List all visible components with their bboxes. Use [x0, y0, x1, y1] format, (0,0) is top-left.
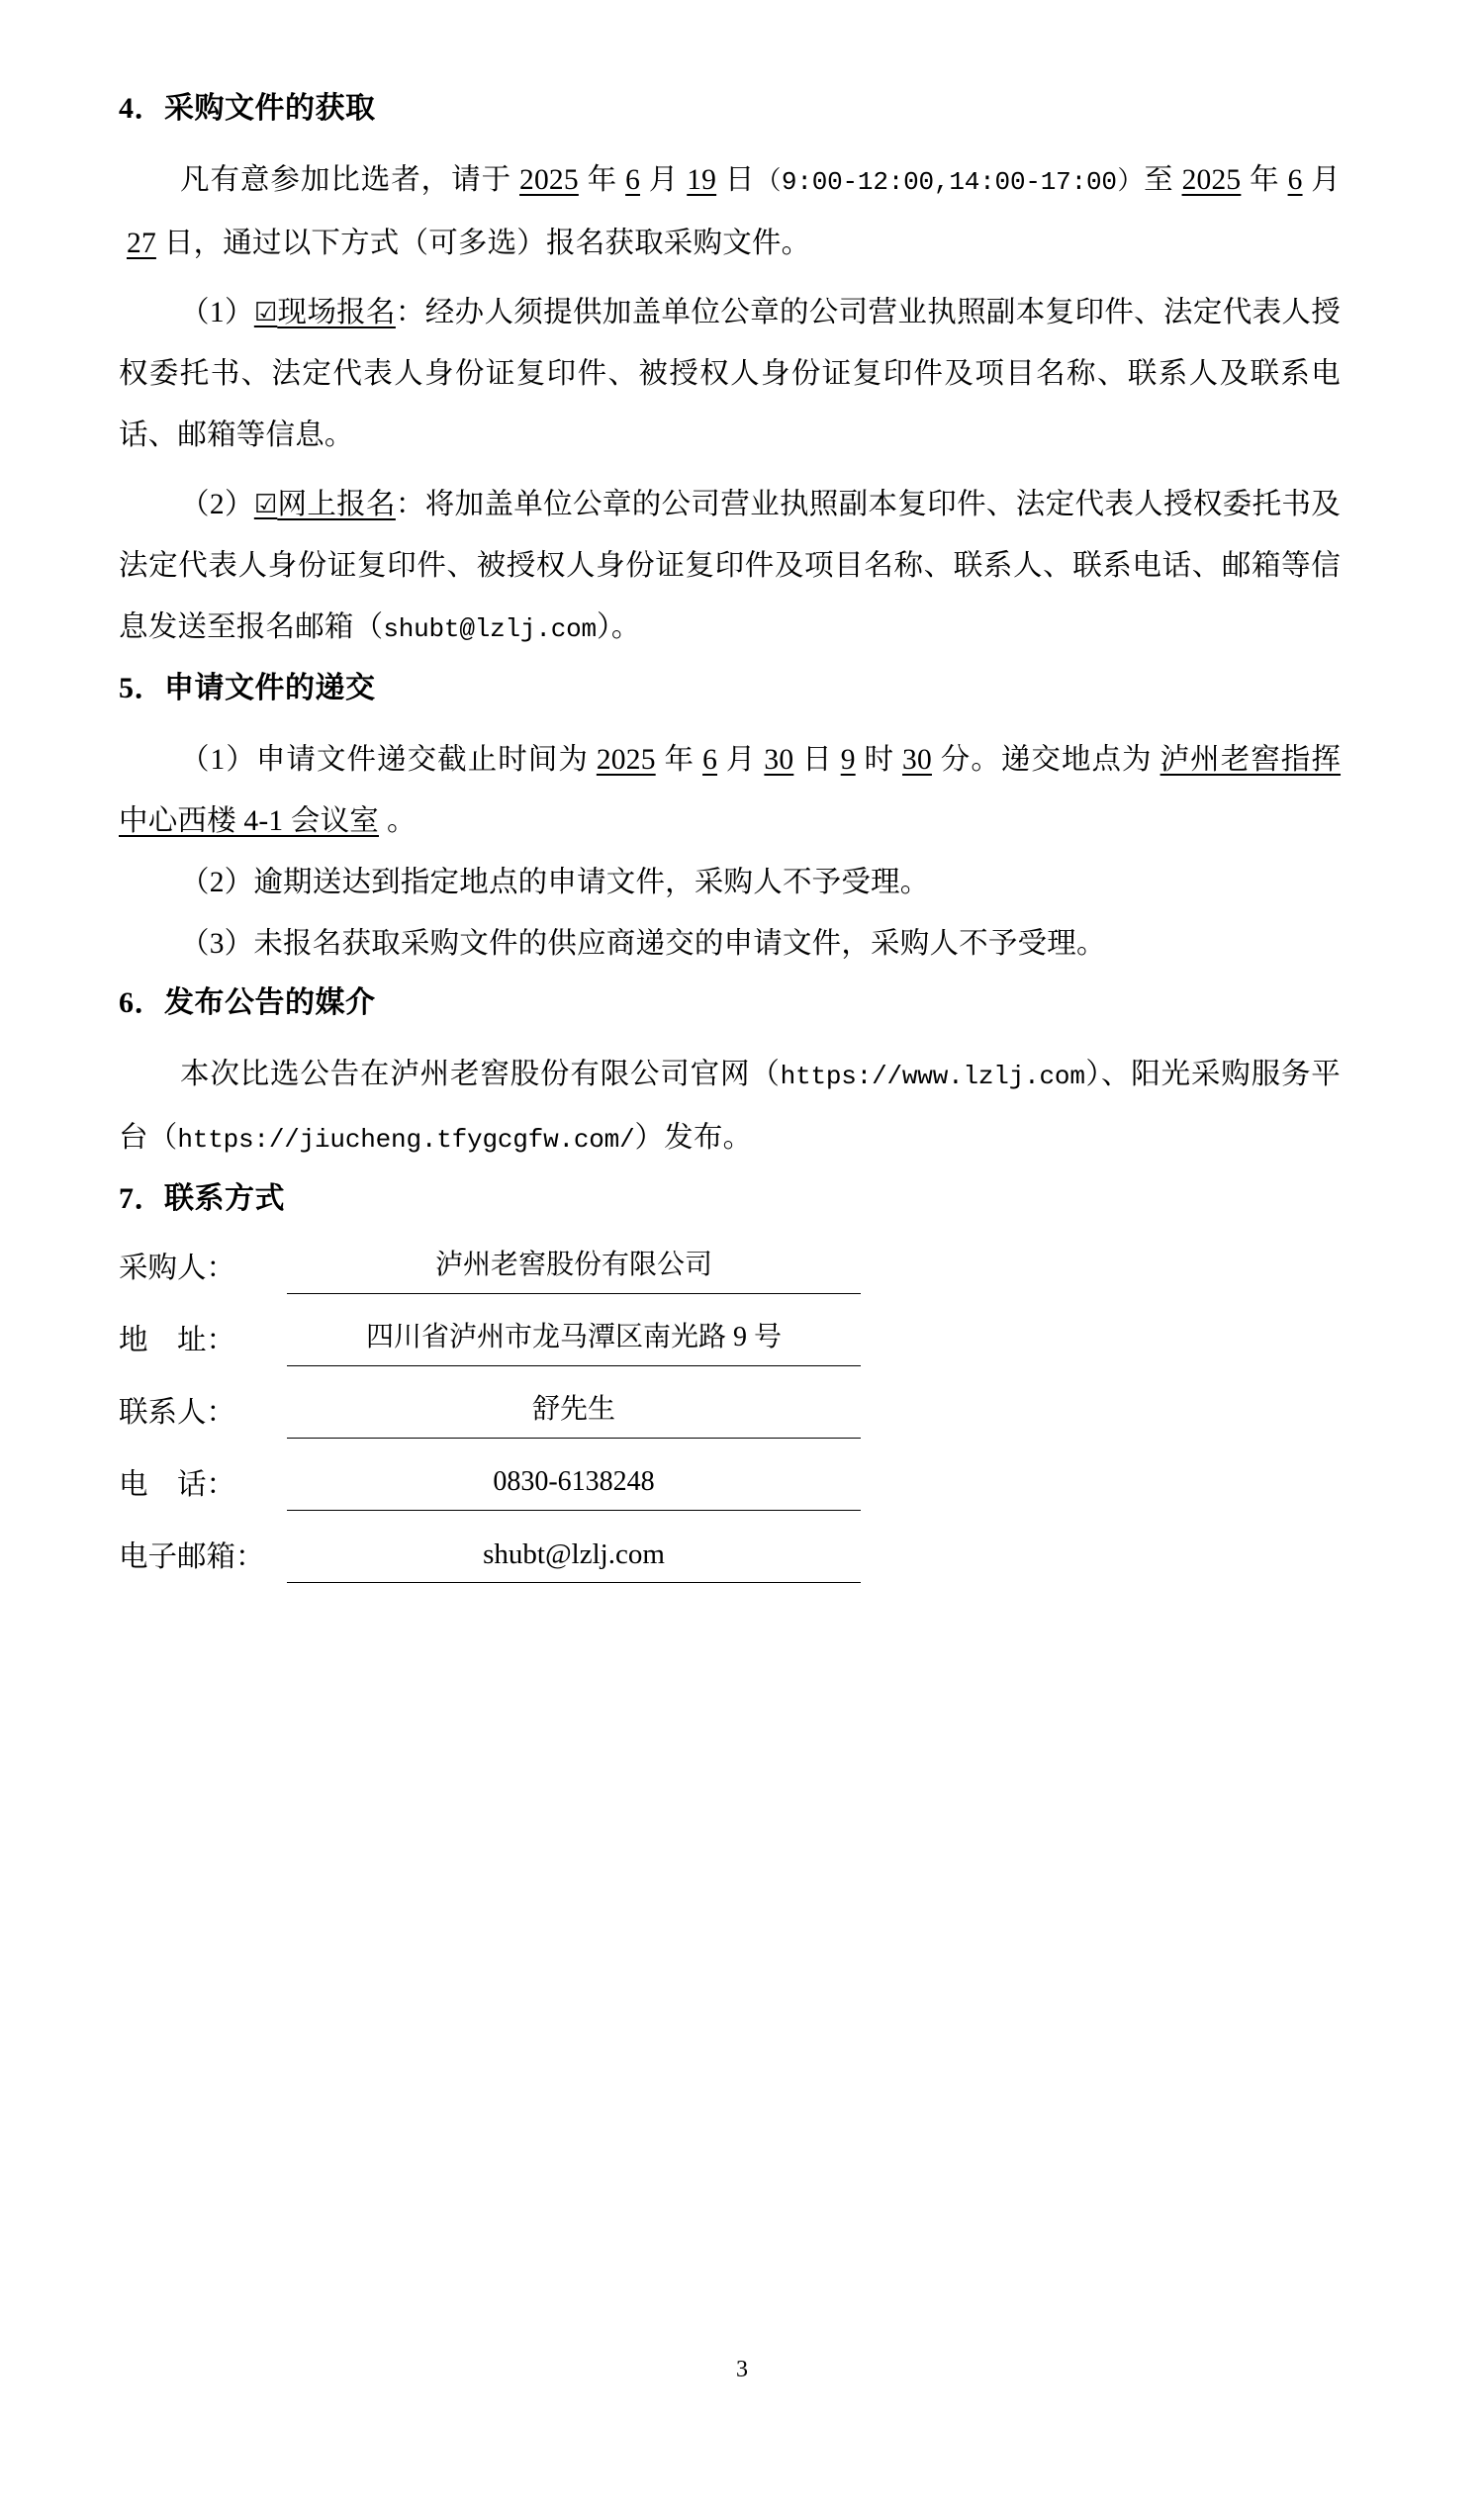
s5-deadline-day: 30 [764, 744, 794, 776]
s5-deadline-hour: 9 [840, 744, 856, 776]
s5-item1-text-a: 申请文件递交截止时间为 [255, 744, 589, 776]
contact-row-address [119, 1312, 1341, 1366]
section-number-7: 7． [119, 1182, 164, 1215]
s5-deadline-minute: 30 [902, 744, 932, 776]
s4-registration-email: shubt@lzlj.com [383, 614, 597, 644]
s5-item1-text-c: 。 [386, 805, 417, 837]
contact-row-phone [119, 1456, 1341, 1511]
contact-label-phone: 电 话： [119, 1469, 236, 1501]
checkbox-checked-icon-onsite[interactable]: ☑ [253, 298, 278, 327]
section5-item-1 [119, 729, 1341, 852]
s4-to-label: 至 [1144, 164, 1174, 196]
s4-item2-body-b: ）。 [596, 611, 641, 643]
s4-item1-number: （1） [180, 297, 254, 328]
section-title-6: 发布公告的媒介 [164, 986, 376, 1019]
contact-value-purchaser: 泸州老窖股份有限公司 [287, 1240, 861, 1294]
section-number-6: 6． [119, 986, 164, 1019]
s4-item1-title: 现场报名 [277, 297, 396, 328]
section5-item-3: （3）未报名获取采购文件的供应商递交的申请文件，采购人不予受理。 [180, 928, 1106, 960]
s4-year-label-2: 年 [1249, 164, 1280, 196]
contact-label-address: 地 址： [119, 1325, 236, 1356]
s6-text-c: ）发布。 [634, 1122, 753, 1154]
s4-year-label-1: 年 [586, 164, 618, 196]
section-heading-7 [119, 1184, 1341, 1214]
s5-deadline-month: 6 [702, 744, 718, 776]
s4-end-month: 6 [1287, 164, 1303, 196]
section-number-4: 4． [119, 92, 164, 125]
s4-start-year: 2025 [519, 164, 579, 196]
s5-year-label: 年 [663, 744, 696, 776]
s6-text-a: 本次比选公告在泸州老窖股份有限公司官网（ [180, 1059, 781, 1090]
section-heading-6 [119, 988, 1341, 1018]
contact-value-person: 舒先生 [287, 1384, 861, 1439]
section-title-4: 采购文件的获取 [164, 92, 376, 125]
s4-day-label-1: 日 [724, 164, 756, 196]
contact-information-list [119, 1240, 1341, 1583]
s4-start-month: 6 [625, 164, 641, 196]
s5-item1-number: （1） [180, 744, 256, 776]
section6-paragraph-1 [119, 1044, 1341, 1170]
official-website-url[interactable]: https://www.lzlj.com [780, 1062, 1085, 1091]
s4-item2-title: 网上报名 [277, 489, 396, 520]
s4-item1-body: ：经办人须提供加盖单位公章的公司营业执照副本复印件、法定代表人授权委托书、法定代表人身份证复印件、被授权人身份证复印件及项目名称、联系人及联系电话、邮箱等信息。 [119, 297, 1341, 451]
s4-start-day: 19 [687, 164, 717, 196]
contact-label-person: 联系人： [119, 1397, 236, 1429]
procurement-platform-url[interactable]: https://jiucheng.tfygcgfw.com/ [177, 1125, 635, 1155]
section-title-7: 联系方式 [164, 1182, 285, 1215]
section4-paragraph-1 [119, 149, 1341, 274]
s5-hour-label: 时 [863, 744, 895, 776]
section5-item-2: （2）逾期送达到指定地点的申请文件，采购人不予受理。 [180, 867, 930, 898]
s5-item1-text-b: 。递交地点为 [971, 744, 1153, 776]
contact-row-person [119, 1384, 1341, 1439]
s5-month-label: 月 [725, 744, 757, 776]
page-number: 3 [736, 2357, 748, 2382]
section-heading-5 [119, 674, 1341, 703]
section-title-5: 申请文件的递交 [164, 672, 376, 704]
contact-row-email [119, 1529, 1341, 1583]
section-heading-4 [119, 94, 1341, 124]
contact-label-purchaser: 采购人： [119, 1253, 236, 1284]
s5-day-label: 日 [801, 744, 833, 776]
contact-value-email: shubt@lzlj.com [287, 1529, 861, 1583]
checkbox-checked-icon-online[interactable]: ☑ [253, 490, 278, 519]
section-number-5: 5． [119, 672, 164, 704]
s4-item2-body-a: ：将加盖单位公章的公司营业执照副本复印件、法定代表人授权委托书及法定代表人身份证复印件、被授权人身份证复印件及项目名称、联系人、联系电话、邮箱等信息发送至报名邮箱（ [119, 489, 1341, 643]
page-content [119, 94, 1341, 1583]
contact-value-phone: 0830-6138248 [287, 1456, 861, 1511]
s4-month-label-2: 月 [1310, 164, 1342, 196]
section4-item-2 [119, 474, 1341, 660]
s5-minute-label: 分 [939, 744, 972, 776]
contact-label-email: 电子邮箱： [119, 1541, 265, 1573]
s6-text-b: ）、阳光采购服务平台（ [119, 1059, 1341, 1154]
s4-p1-text-a: 凡有意参加比选者，请于 [180, 164, 512, 196]
s4-p1-text-tail: 日，通过以下方式（可多选）报名获取采购文件。 [163, 228, 811, 259]
section4-item-1 [119, 282, 1341, 466]
s5-submission-place: 泸州老窖指挥中心西楼 4-1 会议室 [119, 744, 1342, 837]
s4-month-label-1: 月 [648, 164, 680, 196]
s4-end-year: 2025 [1181, 164, 1242, 196]
contact-value-address: 四川省泸州市龙马潭区南光路 9 号 [287, 1312, 861, 1366]
s4-item2-number: （2） [180, 489, 254, 520]
s5-deadline-year: 2025 [596, 744, 656, 776]
contact-row-purchaser [119, 1240, 1341, 1294]
s4-office-hours: （9:00-12:00,14:00-17:00） [755, 167, 1145, 197]
s4-end-day: 27 [127, 228, 156, 259]
